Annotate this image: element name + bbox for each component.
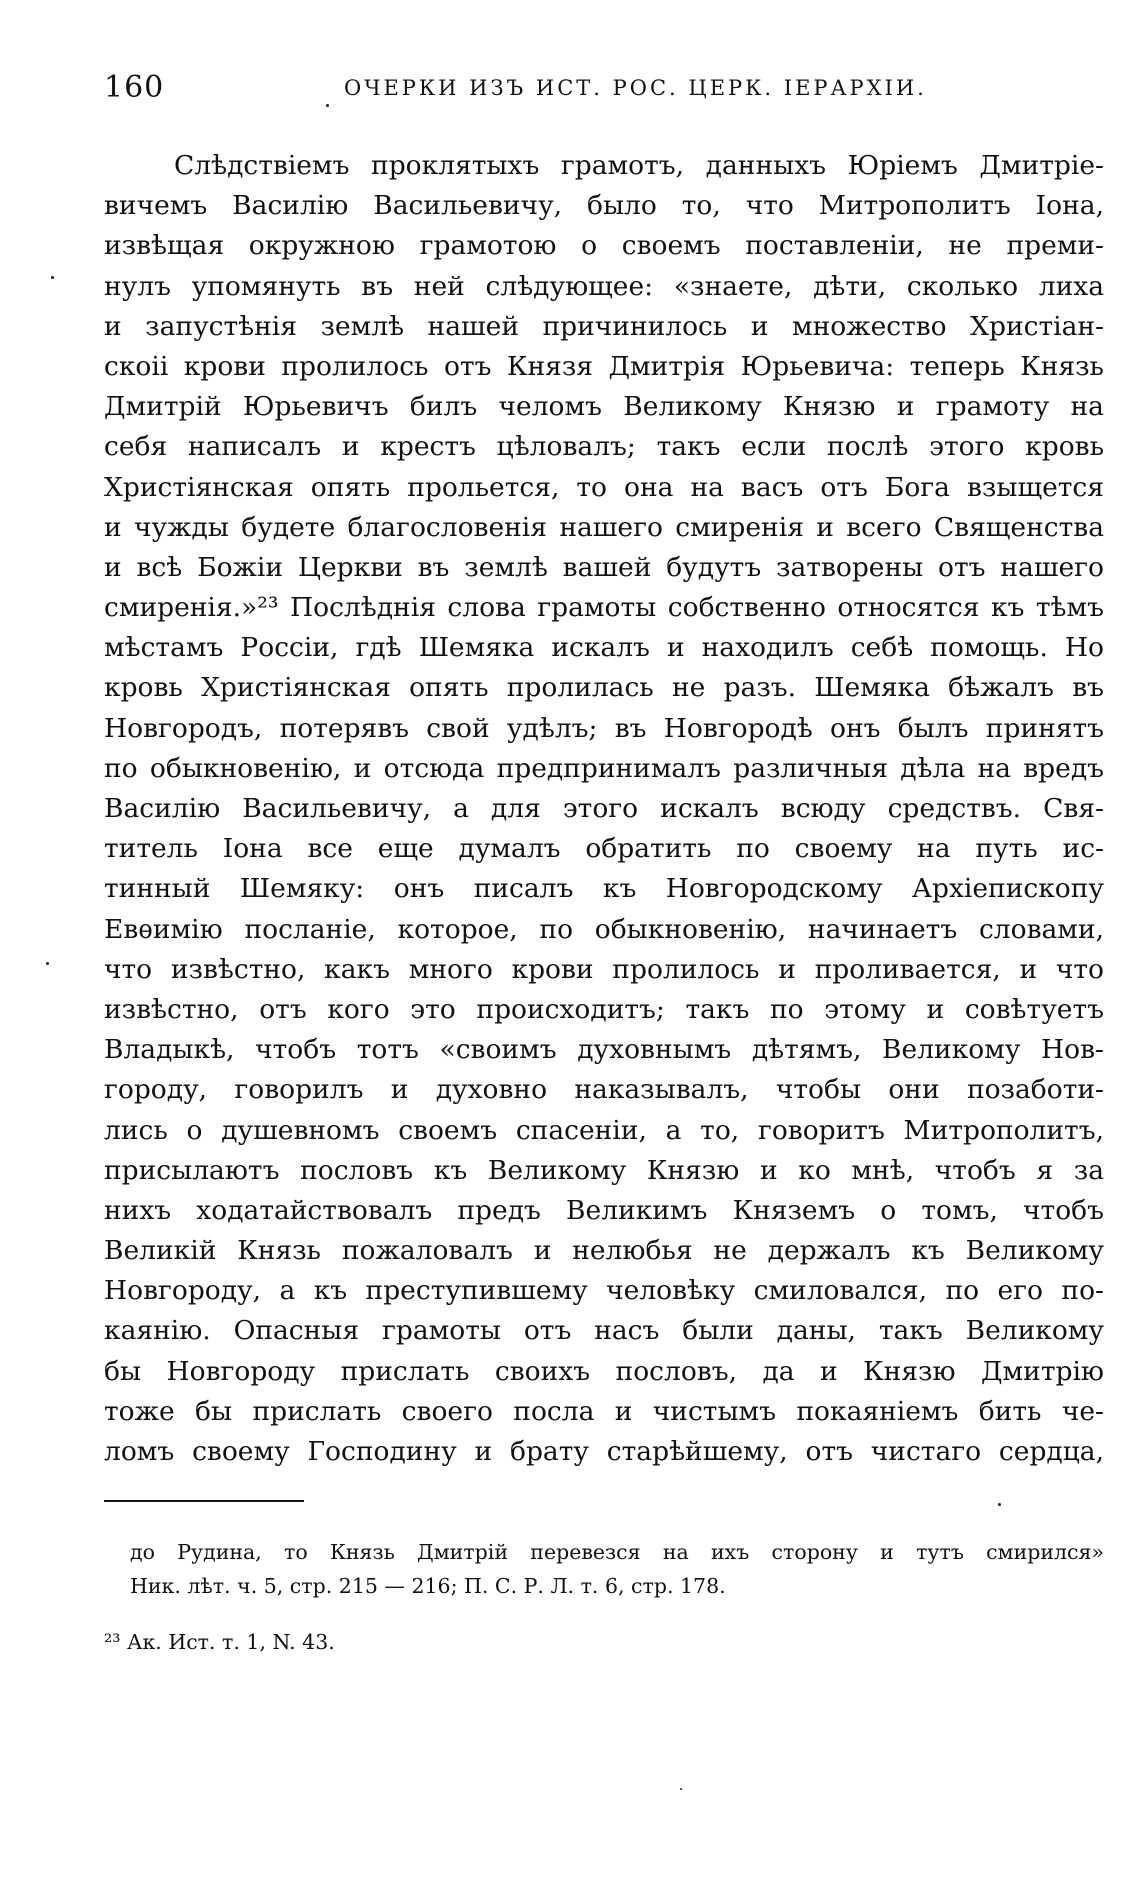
text-line: Новгородъ, потерявъ свой удѣлъ; въ Новгородѣ онъ былъ принятъ bbox=[104, 712, 1104, 744]
page-number: 160 bbox=[104, 70, 165, 105]
text-line: тинный Шемяку: онъ писалъ къ Новгородскому Архіепископу bbox=[104, 873, 1104, 905]
text-line: Новгороду, а къ преступившему человѣку смиловался, по его по- bbox=[104, 1275, 1104, 1307]
text-line: и всѣ Божіи Церкви въ землѣ вашей будутъ затворены отъ нашего bbox=[104, 551, 1104, 583]
text-line: извѣщая окружною грамотою о своемъ поставленіи, не преми- bbox=[104, 230, 1104, 262]
text-line: титель Іона все еще думалъ обратить по своему на путь ис- bbox=[104, 833, 1104, 865]
scan-speck bbox=[326, 104, 329, 107]
text-line: себя написалъ и крестъ цѣловалъ; такъ если послѣ этого кровь bbox=[104, 431, 1104, 463]
scan-speck bbox=[46, 962, 49, 965]
text-line: мѣстамъ Россіи, гдѣ Шемяка искалъ и находилъ себѣ помощь. Но bbox=[104, 632, 1104, 664]
text-line: ломъ своему Господину и брату старѣйшему, отъ чистаго сердца, bbox=[104, 1436, 1104, 1467]
text-line: и чужды будете благословенія нашего смиренія и всего Священства bbox=[104, 511, 1104, 543]
scan-speck bbox=[51, 276, 54, 279]
body-text bbox=[104, 146, 1104, 1472]
page-header bbox=[104, 70, 1104, 120]
text-line: тоже бы прислать своего посла и чистымъ покаяніемъ бить че- bbox=[104, 1395, 1104, 1427]
text-line: вичемъ Василію Васильевичу, было то, что Митрополитъ Іона, bbox=[104, 190, 1104, 222]
text-line: Владыкѣ, чтобъ тотъ «своимъ духовнымъ дѣтямъ, Великому Нов- bbox=[104, 1034, 1104, 1066]
text-line: скоіі крови пролилось отъ Князя Дмитрія Юрьевича: теперь Князь bbox=[104, 350, 1104, 382]
text-line: Василію Васильевичу, а для этого искалъ всюду средствъ. Свя- bbox=[104, 793, 1104, 824]
text-line: извѣстно, отъ кого это происходитъ; такъ по этому и совѣтуетъ bbox=[104, 993, 1104, 1025]
text-line: бы Новгороду прислать своихъ пословъ, да и Князю Дмитрію bbox=[104, 1355, 1104, 1387]
text-line: присылаютъ пословъ къ Великому Князю и ко мнѣ, чтобъ я за bbox=[104, 1154, 1104, 1186]
text-line: каянію. Опасныя грамоты отъ насъ были даны, такъ Великому bbox=[104, 1315, 1104, 1347]
text-line: по обыкновенію, и отсюда предпринималъ различныя дѣла на вредъ bbox=[104, 752, 1104, 784]
text-line: Дмитрій Юрьевичъ билъ челомъ Великому Князю и грамоту на bbox=[104, 391, 1104, 423]
text-line: и запустѣнія землѣ нашей причинилось и множество Христіан- bbox=[104, 310, 1104, 342]
text-line: что извѣстно, какъ много крови пролилось и проливается, и что bbox=[104, 953, 1104, 985]
text-line: кровь Христіянская опять пролилась не разъ. Шемяка бѣжалъ въ bbox=[104, 672, 1104, 704]
footnote-separator bbox=[104, 1500, 304, 1502]
footnotes bbox=[104, 1535, 1104, 1659]
text-line: городу, говорилъ и духовно наказывалъ, чтобы они позаботи- bbox=[104, 1074, 1104, 1106]
text-line: Великій Князь пожаловалъ и нелюбья не держалъ къ Великому bbox=[104, 1235, 1104, 1267]
text-line: смиренія.»²³ Послѣднія слова грамоты собственно относятся къ тѣмъ bbox=[104, 592, 1104, 624]
running-title: ОЧЕРКИ ИЗЪ ИСТ. РОС. ЦЕРК. ІЕРАРХІИ. bbox=[344, 76, 927, 100]
text-line: нулъ упомянуть въ ней слѣдующее: «знаете, дѣти, сколько лиха bbox=[104, 270, 1104, 302]
text-line: нихъ ходатайствовалъ предъ Великимъ Княземъ о томъ, чтобъ bbox=[104, 1194, 1104, 1226]
footnote-continuation-line: до Рудина, то Князь Дмитрій перевезся на ихъ сторону и тутъ смирился» bbox=[130, 1540, 1104, 1564]
text-line: Слѣдствіемъ проклятыхъ грамотъ, данныхъ Юріемъ Дмитріе- bbox=[174, 150, 1104, 181]
text-line: лись о душевномъ своемъ спасеніи, а то, говоритъ Митрополитъ, bbox=[104, 1114, 1104, 1146]
text-line: Евѳимію посланіе, которое, по обыкновенію, начинаетъ словами, bbox=[104, 913, 1104, 945]
scan-speck bbox=[998, 1503, 1001, 1506]
footnote-23: ²³ Ак. Ист. т. 1, N. 43. bbox=[104, 1630, 335, 1654]
scan-speck bbox=[680, 1788, 682, 1790]
footnote-continuation-line: Ник. лѣт. ч. 5, стр. 215 — 216; П. С. Р. Л. т. 6, стр. 178. bbox=[130, 1574, 726, 1598]
text-line: Христіянская опять прольется, то она на васъ отъ Бога взыщется bbox=[104, 471, 1104, 503]
